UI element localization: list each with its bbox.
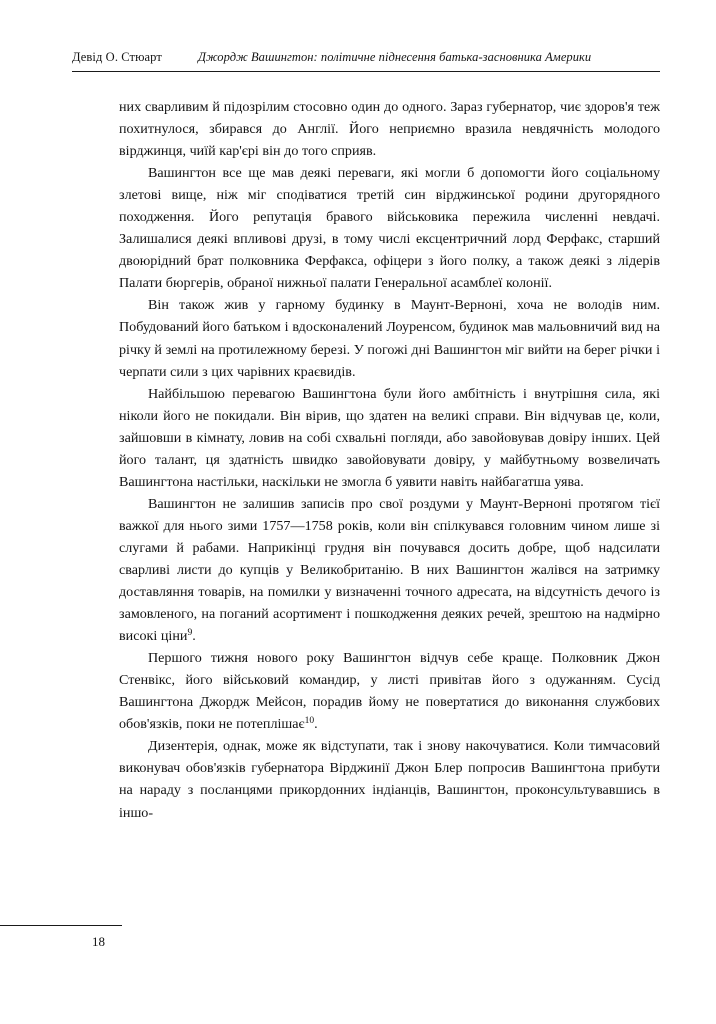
paragraph-text-tail: . [314, 716, 318, 733]
paragraph: Він також жив у гарному будинку в Маунт-Верноні, хоча не володів ним. Побудований його батьком і вдосконалений Лоуренсом, будинок мав мальовничий вид на річку й землі на протилежному березі. У погожі дні Вашингтон міг вийти на берег річки і черпати сили з цих чарівних краєвидів. [119, 297, 660, 380]
paragraph: Найбільшою перевагою Вашингтона були його амбітність і внутрішня сила, які ніколи його не покидали. Він вірив, що здатен на великі справи. Він відчував це, коли, зайшовши в кімнату, ловив на собі схвальні погляди, або завойовував довіру інших. Цей його талант, ця здатність швидко завойовувати довіру, у майбутньому возвеличать Вашингтона настільки, наскільки не змогла б уявити навіть найбагатша уява. [119, 385, 660, 490]
paragraph-text: Першого тижня нового року Вашингтон відчув себе краще. Полковник Джон Стенвікс, його військовий командир, у листі привітав його з одужанням. Сусід Вашингтона Джордж Мейсон, порадив йому не повертатися до виконання службових обов'язків, поки не потеплішає [119, 650, 660, 733]
running-header [72, 50, 660, 70]
header-divider-rule [72, 71, 660, 72]
paragraph-with-footnote [119, 647, 660, 735]
paragraph: Вашингтон все ще мав деякі переваги, які могли б допомогти його соціальному злетові вище, ніж міг сподіватися третій син вірджинської родини другорядного походження. Його репутація бравого військовика пережила численні невдачі. Залишалися деякі впливові друзі, в тому числі ексцентричний лорд Ферфакс, старший двоюрідний брат полковника Ферфакса, офіцери з його полку, а також деякі з лідерів Палати бюргерів, обраної нижньої палати Генеральної асамблеї колонії. [119, 165, 660, 292]
paragraph-with-footnote [119, 493, 660, 647]
page-number: 18 [92, 934, 105, 949]
footnote-marker: 10 [304, 715, 315, 727]
header-book-title: Джордж Вашингтон: політичне піднесення батька-засновника Америки [197, 50, 592, 64]
footer-divider-rule [0, 925, 122, 926]
paragraph-text-tail: . [192, 628, 196, 645]
paragraph: них сварливим й підозрілим стосовно один до одного. Зараз губернатор, чиє здоров'я теж похитнулося, збирався до Англії. Його неприємно вразила невдячність молодого вірджинця, чиїй кар'єрі він до того сприяв. [119, 99, 660, 160]
paragraph: Дизентерія, однак, може як відступати, так і знову накочуватися. Коли тимчасовий виконувач обов'язків губернатора Вірджинії Джон Блер попросив Вашингтона прибути на нараду з посланцями прикордонних індіанців, Вашингтон, проконсультувавшись в іншо- [119, 738, 660, 821]
header-author: Девід О. Стюарт [72, 50, 162, 64]
paragraph-text: Вашингтон не залишив записів про свої роздуми у Маунт-Верноні протягом тієї важкої для нього зими 1757—1758 років, коли він спілкувався головним чином лише зі слугами й рабами. Наприкінці грудня він почувався досить добре, щоб надсилати сварливі листи до купців у Великобританію. В них Вашингтон жалівся на затримку доставляння товарів, на помилки у визначенні точного адресата, на відсутність дечого із замовленого, на поганий асортимент і пошкодження деяких речей, зрештою на надмірно високі ціни [119, 495, 660, 645]
body-text-column [119, 96, 660, 824]
footnote-marker: 9 [187, 627, 193, 639]
